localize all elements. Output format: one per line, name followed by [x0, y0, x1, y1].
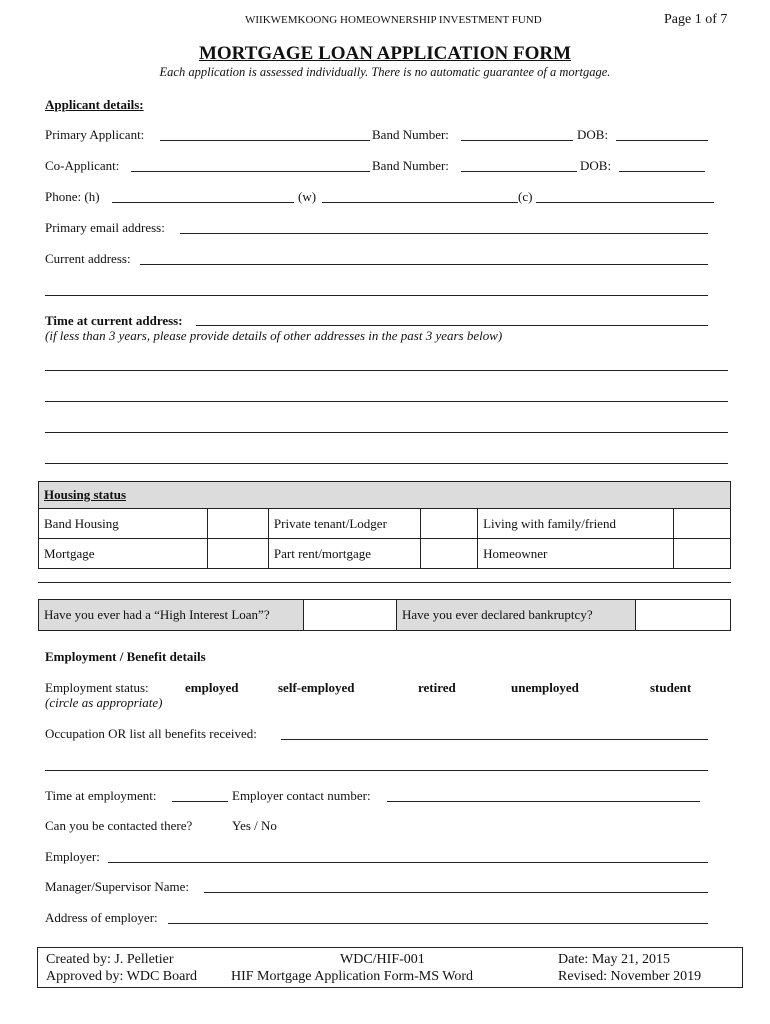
- homeowner-checkbox[interactable]: [674, 539, 731, 569]
- time-at-employment-label: Time at employment:: [45, 788, 157, 803]
- email-field[interactable]: [180, 233, 708, 234]
- phone-cell-label: (c): [518, 189, 533, 204]
- employer-address-field[interactable]: [168, 923, 708, 924]
- high-interest-loan-answer[interactable]: [303, 600, 396, 631]
- living-with-family-checkbox[interactable]: [674, 509, 731, 539]
- co-band-number-label: Band Number:: [372, 158, 449, 173]
- document-code: WDC/HIF-001: [340, 952, 425, 967]
- status-self-employed[interactable]: self-employed: [278, 680, 355, 695]
- current-address-field[interactable]: [140, 264, 708, 265]
- bankruptcy-question: Have you ever declared bankruptcy?: [397, 600, 636, 631]
- created-date: Date: May 21, 2015: [558, 952, 670, 967]
- phone-work-label: (w): [298, 189, 317, 204]
- form-subtitle: Each application is assessed individually. There is no automatic guarantee of a mortgage.: [159, 65, 611, 79]
- circle-note: (circle as appropriate): [45, 695, 163, 710]
- email-label: Primary email address:: [45, 220, 165, 235]
- housing-status-heading: Housing status: [39, 482, 731, 509]
- time-at-address-field[interactable]: [196, 325, 708, 326]
- approved-by: Approved by: WDC Board: [46, 969, 197, 984]
- contact-there-label: Can you be contacted there?: [45, 818, 193, 833]
- document-name: HIF Mortgage Application Form-MS Word: [231, 969, 474, 984]
- previous-address-line-1[interactable]: [45, 370, 728, 371]
- phone-work-field[interactable]: [322, 202, 518, 203]
- time-at-address-note: (if less than 3 years, please provide details of other addresses in the past 3 years below): [45, 328, 503, 343]
- occupation-field[interactable]: [281, 739, 708, 740]
- bankruptcy-answer[interactable]: [635, 600, 730, 631]
- time-at-address-label: Time at current address:: [45, 313, 183, 328]
- dob-label: DOB:: [577, 127, 609, 142]
- co-applicant-label: Co-Applicant:: [45, 158, 120, 173]
- phone-home-field[interactable]: [112, 202, 294, 203]
- living-with-family-label: Living with family/friend: [478, 509, 674, 539]
- previous-address-line-4[interactable]: [45, 463, 728, 464]
- primary-applicant-label: Primary Applicant:: [45, 127, 145, 142]
- part-rent-checkbox[interactable]: [421, 539, 478, 569]
- private-tenant-checkbox[interactable]: [421, 509, 478, 539]
- employer-label: Employer:: [45, 849, 100, 864]
- occupation-field-2[interactable]: [45, 770, 708, 771]
- employer-contact-label: Employer contact number:: [232, 788, 371, 803]
- org-header: WIIKWEMKOONG HOMEOWNERSHIP INVESTMENT FUND: [245, 14, 542, 26]
- revised-date: Revised: November 2019: [558, 969, 702, 984]
- mortgage-checkbox[interactable]: [208, 539, 269, 569]
- phone-label: Phone: (h): [45, 189, 100, 204]
- form-title: MORTGAGE LOAN APPLICATION FORM: [198, 43, 572, 64]
- employer-field[interactable]: [108, 862, 708, 863]
- status-employed[interactable]: employed: [185, 680, 239, 695]
- homeowner-label: Homeowner: [478, 539, 674, 569]
- created-by: Created by: J. Pelletier: [46, 952, 174, 967]
- co-applicant-field[interactable]: [131, 171, 370, 172]
- credit-questions-table: [38, 599, 731, 631]
- co-dob-label: DOB:: [580, 158, 612, 173]
- manager-label: Manager/Supervisor Name:: [45, 879, 190, 894]
- mortgage-label: Mortgage: [39, 539, 208, 569]
- employment-status-label: Employment status:: [45, 680, 149, 695]
- document-footer: [37, 947, 743, 988]
- time-at-employment-field[interactable]: [172, 801, 228, 802]
- manager-field[interactable]: [204, 892, 708, 893]
- previous-address-line-2[interactable]: [45, 401, 728, 402]
- co-dob-field[interactable]: [619, 171, 705, 172]
- primary-applicant-field[interactable]: [160, 140, 370, 141]
- employer-address-label: Address of employer:: [45, 910, 158, 925]
- status-unemployed[interactable]: unemployed: [511, 680, 579, 695]
- contact-yes-no[interactable]: Yes / No: [232, 818, 277, 833]
- current-address-field-2[interactable]: [45, 295, 708, 296]
- dob-field[interactable]: [616, 140, 708, 141]
- previous-address-line-3[interactable]: [45, 432, 728, 433]
- section-divider: [38, 582, 731, 583]
- co-band-number-field[interactable]: [461, 171, 577, 172]
- band-number-field[interactable]: [461, 140, 573, 141]
- band-housing-label: Band Housing: [39, 509, 208, 539]
- housing-status-table: [38, 481, 731, 569]
- band-number-label: Band Number:: [372, 127, 449, 142]
- current-address-label: Current address:: [45, 251, 131, 266]
- band-housing-checkbox[interactable]: [208, 509, 269, 539]
- employment-heading: Employment / Benefit details: [45, 649, 206, 664]
- high-interest-loan-question: Have you ever had a “High Interest Loan”?: [39, 600, 304, 631]
- part-rent-label: Part rent/mortgage: [268, 539, 421, 569]
- occupation-label: Occupation OR list all benefits received:: [45, 726, 257, 741]
- page-number: Page 1 of 7: [664, 12, 728, 27]
- status-retired[interactable]: retired: [418, 680, 456, 695]
- status-student[interactable]: student: [650, 680, 692, 695]
- phone-cell-field[interactable]: [536, 202, 714, 203]
- applicant-heading: Applicant details:: [45, 97, 144, 112]
- private-tenant-label: Private tenant/Lodger: [268, 509, 421, 539]
- employer-contact-field[interactable]: [387, 801, 700, 802]
